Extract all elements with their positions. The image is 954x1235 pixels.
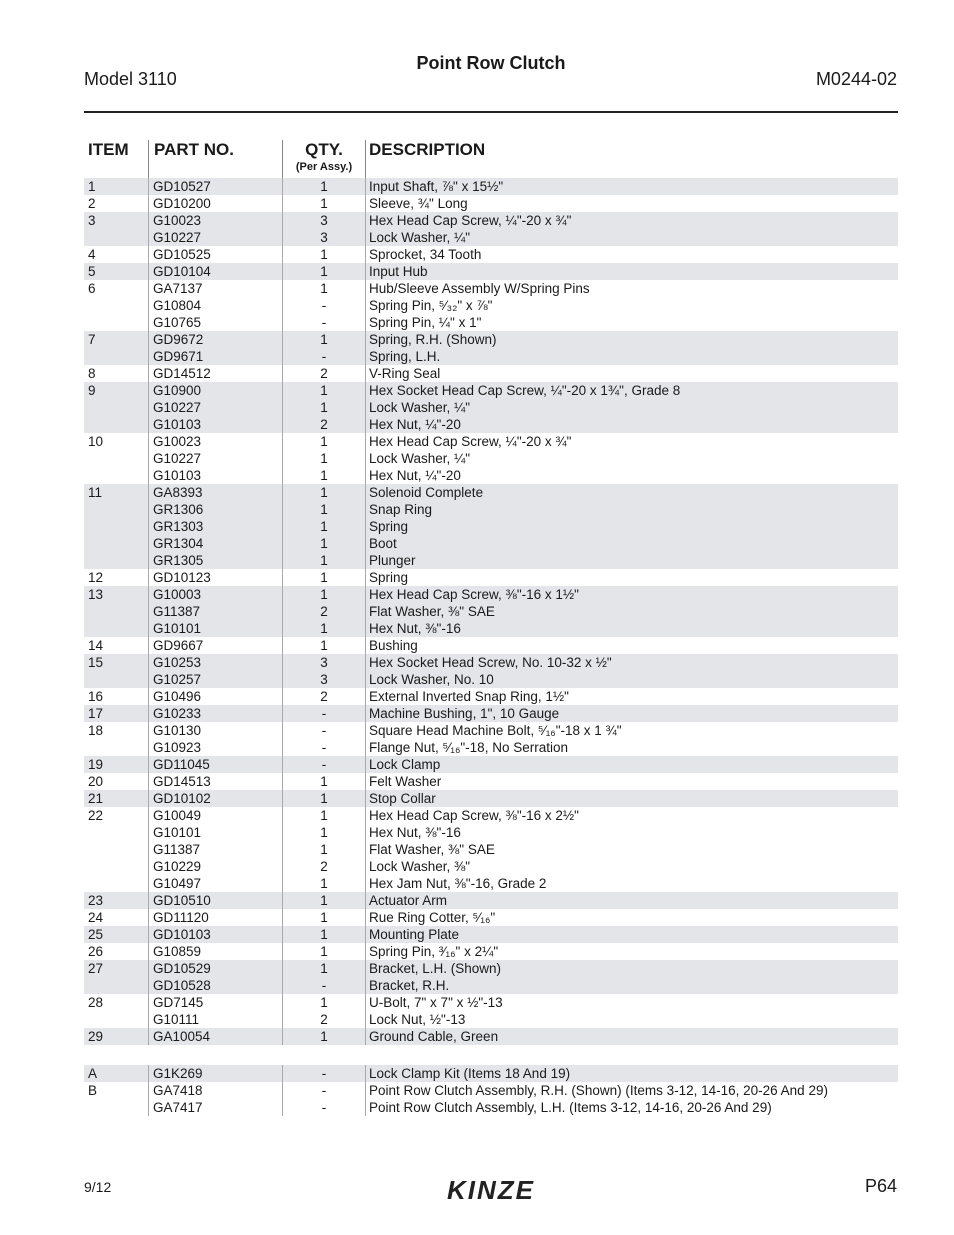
quantity: 1 [320, 825, 328, 840]
table-line [84, 280, 898, 297]
part-number: G10101 [153, 621, 202, 636]
description: Spring [369, 519, 409, 534]
description: Point Row Clutch Assembly, R.H. (Shown) (Items 3-12, 14-16, 20-26 And 29) [369, 1083, 828, 1098]
table-row [84, 1028, 898, 1045]
table-line [84, 773, 898, 790]
quantity: 2 [320, 689, 328, 704]
table-line [84, 688, 898, 705]
item-number: 6 [88, 281, 96, 296]
quantity: 3 [320, 213, 328, 228]
description: Spring Pin, ³⁄₁₆" x 2¼" [369, 944, 499, 959]
quantity: 1 [320, 247, 328, 262]
part-number: GD10528 [153, 978, 211, 993]
table-row [84, 790, 898, 807]
quantity: 2 [320, 417, 328, 432]
parts-table [84, 178, 898, 1116]
description: V-Ring Seal [369, 366, 441, 381]
description: Bracket, L.H. (Shown) [369, 961, 502, 976]
table-row [84, 263, 898, 280]
quantity: - [321, 1066, 327, 1081]
description: Lock Washer, ¼" [369, 400, 471, 415]
table-line [84, 637, 898, 654]
quantity: 1 [320, 400, 328, 415]
quantity: 1 [320, 485, 328, 500]
quantity: 1 [320, 808, 328, 823]
part-number: GD10123 [153, 570, 211, 585]
footer-date: 9/12 [84, 1179, 112, 1195]
table-line [84, 960, 898, 977]
quantity: 1 [320, 502, 328, 517]
item-number: 19 [88, 757, 104, 772]
part-number: GD10525 [153, 247, 211, 262]
item-number: 25 [88, 927, 104, 942]
quantity: 1 [320, 944, 328, 959]
table-row [84, 280, 898, 331]
description: Lock Washer, No. 10 [369, 672, 494, 687]
table-row [84, 722, 898, 756]
description: Hex Socket Head Cap Screw, ¼"-20 x 1¾", Grade 8 [369, 383, 681, 398]
quantity: 1 [320, 638, 328, 653]
quantity: 1 [320, 791, 328, 806]
item-number: 29 [88, 1029, 104, 1044]
part-number: GD9671 [153, 349, 204, 364]
quantity: 1 [320, 995, 328, 1010]
table-row [84, 705, 898, 722]
part-number: GD10529 [153, 961, 211, 976]
part-number: G11387 [153, 842, 201, 857]
part-number: G10023 [153, 434, 202, 449]
table-line [84, 858, 898, 875]
kinze-logo [431, 1175, 551, 1205]
quantity: - [321, 1083, 327, 1098]
description: Lock Washer, ⅜" [369, 859, 471, 874]
quantity: 1 [320, 876, 328, 891]
item-number: 9 [88, 383, 96, 398]
part-number: GD10103 [153, 927, 211, 942]
part-number: GD11045 [153, 757, 210, 772]
table-row [84, 688, 898, 705]
part-number: GR1306 [153, 502, 204, 517]
table-line [84, 178, 898, 195]
header-rule [84, 111, 898, 113]
item-number: 22 [88, 808, 104, 823]
table-line [84, 1011, 898, 1028]
quantity: 1 [320, 961, 328, 976]
part-number: GD7145 [153, 995, 204, 1010]
table-row [84, 943, 898, 960]
quantity: 1 [320, 468, 328, 483]
quantity: - [321, 349, 327, 364]
part-number: G10111 [153, 1012, 200, 1027]
table-row [84, 433, 898, 484]
table-line [84, 875, 898, 892]
table-line [84, 331, 898, 348]
description: U-Bolt, 7" x 7" x ½"-13 [369, 995, 503, 1010]
part-number: G10227 [153, 451, 202, 466]
table-row [84, 892, 898, 909]
quantity: 1 [320, 587, 328, 602]
qty-sublabel: (Per Assy.) [295, 161, 353, 173]
part-number: G10049 [153, 808, 202, 823]
description: Bracket, R.H. [369, 978, 450, 993]
item-number: B [88, 1083, 98, 1098]
description: Spring Pin, ¼" x 1" [369, 315, 482, 330]
quantity: 1 [320, 570, 328, 585]
table-line [84, 620, 898, 637]
part-number: G10859 [153, 944, 202, 959]
description: Felt Washer [369, 774, 442, 789]
table-line [84, 977, 898, 994]
description: Solenoid Complete [369, 485, 484, 500]
description: Spring [369, 570, 409, 585]
table-line [84, 739, 898, 756]
quantity: 1 [320, 927, 328, 942]
description: Hex Nut, ¼"-20 [369, 468, 461, 483]
part-number: GA8393 [153, 485, 203, 500]
description: Mounting Plate [369, 927, 460, 942]
table-line [84, 943, 898, 960]
item-number: 18 [88, 723, 104, 738]
column-header-item: ITEM [88, 140, 129, 159]
quantity: 1 [320, 910, 328, 925]
table-row [84, 195, 898, 212]
description: Square Head Machine Bolt, ⁵⁄₁₆"-18 x 1 ¾" [369, 723, 622, 738]
quantity: 3 [320, 230, 328, 245]
table-line [84, 314, 898, 331]
description: Hex Nut, ¼"-20 [369, 417, 461, 432]
part-number: GD10200 [153, 196, 211, 211]
description: Sprocket, 34 Tooth [369, 247, 482, 262]
item-number: 3 [88, 213, 96, 228]
table-row [84, 994, 898, 1028]
part-number: G10130 [153, 723, 202, 738]
qty-label: QTY. [305, 140, 343, 159]
item-number: 7 [88, 332, 96, 347]
quantity: 1 [320, 383, 328, 398]
description: Ground Cable, Green [369, 1029, 499, 1044]
item-number: A [88, 1066, 98, 1081]
description: Input Hub [369, 264, 428, 279]
table-row [84, 1065, 898, 1082]
part-number: GD10527 [153, 179, 211, 194]
quantity: - [321, 315, 327, 330]
table-row [84, 960, 898, 994]
quantity: 2 [320, 366, 328, 381]
part-number: G10103 [153, 417, 202, 432]
part-number: G10923 [153, 740, 202, 755]
table-line [84, 722, 898, 739]
header-divider [282, 140, 283, 178]
description: Hex Nut, ⅜"-16 [369, 825, 461, 840]
item-number: 8 [88, 366, 96, 381]
table-line [84, 416, 898, 433]
part-number: G1K269 [153, 1066, 203, 1081]
quantity: 1 [320, 264, 328, 279]
column-header-part-no: PART NO. [154, 140, 234, 159]
item-number: 14 [88, 638, 104, 653]
table-row [84, 212, 898, 246]
part-number: GR1304 [153, 536, 204, 551]
item-number: 10 [88, 434, 104, 449]
quantity: 3 [320, 655, 328, 670]
item-number: 23 [88, 893, 104, 908]
part-number: GD14513 [153, 774, 211, 789]
item-number: 28 [88, 995, 104, 1010]
part-number: GR1305 [153, 553, 204, 568]
part-number: G10227 [153, 400, 202, 415]
table-line [84, 535, 898, 552]
quantity: - [321, 706, 327, 721]
table-row [84, 654, 898, 688]
table-row [84, 331, 898, 365]
table-line [84, 994, 898, 1011]
model-label: Model 3110 [84, 69, 177, 89]
table-row [84, 756, 898, 773]
table-line [84, 450, 898, 467]
part-number: GD14512 [153, 366, 211, 381]
part-number: GD11120 [153, 910, 209, 925]
quantity: 2 [320, 1012, 328, 1027]
table-row [84, 178, 898, 195]
part-number: GA7417 [153, 1100, 203, 1115]
table-row [84, 807, 898, 892]
table-line [84, 1099, 898, 1116]
description: Machine Bushing, 1", 10 Gauge [369, 706, 560, 721]
item-number: 20 [88, 774, 104, 789]
table-line [84, 348, 898, 365]
description: Flange Nut, ⁵⁄₁₆"-18, No Serration [369, 740, 568, 755]
part-number: G10257 [153, 672, 202, 687]
part-number: G11387 [153, 604, 201, 619]
page-title: Point Row Clutch [416, 53, 566, 73]
item-number: 27 [88, 961, 104, 976]
column-header-qty [284, 140, 364, 178]
description: Lock Clamp Kit (Items 18 And 19) [369, 1066, 571, 1081]
quantity: 2 [320, 604, 328, 619]
table-row [84, 246, 898, 263]
table-line [84, 552, 898, 569]
description: Input Shaft, ⅞" x 15½" [369, 179, 504, 194]
quantity: 1 [320, 774, 328, 789]
part-number: G10101 [153, 825, 202, 840]
description: Plunger [369, 553, 416, 568]
description: Hex Nut, ⅜"-16 [369, 621, 461, 636]
description: Hex Socket Head Screw, No. 10-32 x ½" [369, 655, 612, 670]
table-line [84, 195, 898, 212]
quantity: - [321, 723, 327, 738]
quantity: - [321, 757, 327, 772]
table-row [84, 586, 898, 637]
description: Spring, L.H. [369, 349, 441, 364]
document-number: M0244-02 [815, 69, 897, 89]
description: Lock Washer, ¼" [369, 230, 471, 245]
quantity: 1 [320, 434, 328, 449]
part-number: GD9672 [153, 332, 204, 347]
table-line [84, 586, 898, 603]
quantity: 1 [320, 179, 328, 194]
description: Sleeve, ¾" Long [369, 196, 468, 211]
part-number: G10804 [153, 298, 202, 313]
item-number: 12 [88, 570, 104, 585]
quantity: 1 [320, 332, 328, 347]
description: Point Row Clutch Assembly, L.H. (Items 3-12, 14-16, 20-26 And 29) [369, 1100, 772, 1115]
description: Bushing [369, 638, 418, 653]
page-number: P64 [864, 1176, 897, 1196]
item-number: 2 [88, 196, 96, 211]
quantity: 1 [320, 621, 328, 636]
part-number: G10227 [153, 230, 202, 245]
part-number: G10103 [153, 468, 202, 483]
description: Hex Head Cap Screw, ¼"-20 x ¾" [369, 213, 572, 228]
quantity: - [321, 298, 327, 313]
table-spacer [84, 1045, 898, 1065]
table-row [84, 569, 898, 586]
part-number: G10003 [153, 587, 202, 602]
description: Hub/Sleeve Assembly W/Spring Pins [369, 281, 590, 296]
quantity: 3 [320, 672, 328, 687]
description: Boot [369, 536, 397, 551]
table-line [84, 501, 898, 518]
part-number: G10497 [153, 876, 202, 891]
description: Hex Head Cap Screw, ⅜"-16 x 1½" [369, 587, 579, 602]
part-number: G10900 [153, 383, 202, 398]
description: Rue Ring Cotter, ⁵⁄₁₆" [369, 910, 496, 925]
part-number: G10233 [153, 706, 202, 721]
table-line [84, 841, 898, 858]
item-number: 5 [88, 264, 96, 279]
table-row [84, 1082, 898, 1116]
description: Lock Nut, ½"-13 [369, 1012, 466, 1027]
part-number: GA7137 [153, 281, 203, 296]
quantity: 1 [320, 553, 328, 568]
part-number: GD10510 [153, 893, 211, 908]
table-line [84, 1065, 898, 1082]
quantity: - [321, 740, 327, 755]
table-line [84, 603, 898, 620]
part-number: G10765 [153, 315, 202, 330]
description: Lock Clamp [369, 757, 441, 772]
table-line [84, 365, 898, 382]
header-divider [365, 140, 366, 178]
table-line [84, 756, 898, 773]
item-number: 17 [88, 706, 104, 721]
part-number: G10023 [153, 213, 202, 228]
description: Flat Washer, ⅜" SAE [369, 842, 495, 857]
quantity: 1 [320, 519, 328, 534]
quantity: 1 [320, 451, 328, 466]
quantity: 2 [320, 859, 328, 874]
part-number: GD10102 [153, 791, 211, 806]
description: Hex Head Cap Screw, ⅜"-16 x 2½" [369, 808, 579, 823]
description: Actuator Arm [369, 893, 448, 908]
quantity: 1 [320, 1029, 328, 1044]
table-line [84, 807, 898, 824]
table-line [84, 297, 898, 314]
table-line [84, 1028, 898, 1045]
item-number: 1 [88, 179, 96, 194]
table-line [84, 467, 898, 484]
table-line [84, 926, 898, 943]
table-line [84, 909, 898, 926]
item-number: 26 [88, 944, 104, 959]
table-row [84, 484, 898, 569]
table-line [84, 654, 898, 671]
table-row [84, 909, 898, 926]
part-number: GA10054 [153, 1029, 211, 1044]
table-row [84, 365, 898, 382]
quantity: 1 [320, 536, 328, 551]
item-number: 16 [88, 689, 104, 704]
table-row [84, 637, 898, 654]
description: Flat Washer, ⅜" SAE [369, 604, 495, 619]
table-line [84, 569, 898, 586]
table-line [84, 246, 898, 263]
description: Hex Head Cap Screw, ¼"-20 x ¾" [369, 434, 572, 449]
description: Hex Jam Nut, ⅜"-16, Grade 2 [369, 876, 547, 891]
part-number: GD9667 [153, 638, 204, 653]
item-number: 4 [88, 247, 96, 262]
table-line [84, 824, 898, 841]
table-line [84, 484, 898, 501]
table-line [84, 790, 898, 807]
description: Spring Pin, ⁵⁄₃₂" x ⅞" [369, 298, 493, 313]
column-header-description: DESCRIPTION [369, 140, 486, 159]
quantity: 1 [320, 842, 328, 857]
part-number: G10253 [153, 655, 202, 670]
table-line [84, 433, 898, 450]
table-line [84, 671, 898, 688]
table-row [84, 926, 898, 943]
table-line [84, 212, 898, 229]
quantity: 1 [320, 196, 328, 211]
header-divider [148, 140, 149, 178]
table-line [84, 518, 898, 535]
description: Snap Ring [369, 502, 433, 517]
quantity: 1 [320, 281, 328, 296]
item-number: 11 [88, 485, 103, 500]
description: Lock Washer, ¼" [369, 451, 471, 466]
table-row [84, 382, 898, 433]
table-line [84, 263, 898, 280]
item-number: 24 [88, 910, 104, 925]
quantity: - [321, 978, 327, 993]
quantity: - [321, 1100, 327, 1115]
table-line [84, 705, 898, 722]
part-number: GR1303 [153, 519, 204, 534]
table-row [84, 773, 898, 790]
description: Stop Collar [369, 791, 436, 806]
part-number: GD10104 [153, 264, 211, 279]
table-line [84, 892, 898, 909]
item-number: 15 [88, 655, 104, 670]
part-number: G10496 [153, 689, 202, 704]
logo-text: KINZE [447, 1175, 535, 1205]
table-line [84, 382, 898, 399]
part-number: G10229 [153, 859, 202, 874]
item-number: 13 [88, 587, 104, 602]
description: Spring, R.H. (Shown) [369, 332, 497, 347]
table-line [84, 399, 898, 416]
part-number: GA7418 [153, 1083, 203, 1098]
quantity: 1 [320, 893, 328, 908]
description: External Inverted Snap Ring, 1½" [369, 689, 569, 704]
item-number: 21 [88, 791, 104, 806]
table-line [84, 1082, 898, 1099]
table-line [84, 229, 898, 246]
